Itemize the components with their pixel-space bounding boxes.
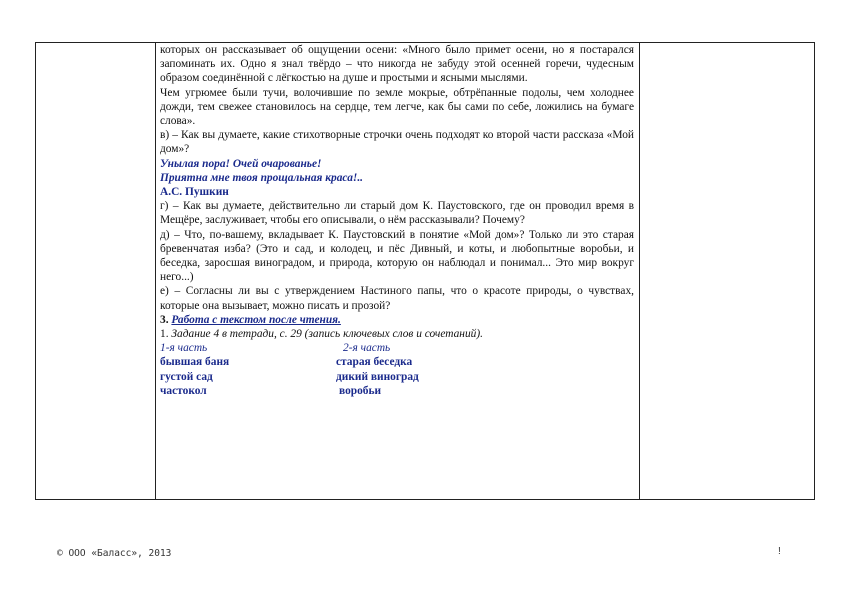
verse-line-2: Приятна мне твоя прощальная краса!.. (160, 171, 364, 184)
word-left: густой сад (160, 370, 213, 383)
word-left: бывшая баня (160, 356, 230, 369)
question-d: д) – Что, по-вашему, вкладывает К. Паустовский в понятие «Мой дом»? Только ли это старая бревенчатая изба? (Это и сад, и колодец, и пёс Дивный, и коты, и любопытные воробьи, и беседка, заросшая виноградом, и природа, которую он наблюдал и понимал... Это мир вокруг него...) (160, 228, 634, 284)
lesson-content-cell (156, 43, 638, 398)
part-2-label: 2-я часть (343, 342, 391, 355)
word-row (160, 384, 634, 398)
word-right: дикий виноград (336, 370, 419, 383)
section-number: 3. (160, 313, 169, 326)
parts-header-row (160, 341, 634, 355)
part-1-label: 1-я часть (160, 342, 208, 355)
quote-paragraph-1: которых он рассказывает об ощущении осени: «Много было примет осени, но я постарался запоминать их. Одно я знал твёрдо – что никогда не забуду этой осенней горечи, чудесным образом соединённой с лёгкостью на душе и простыми и ясными мыслями. (160, 44, 634, 85)
word-row (160, 355, 634, 369)
task-number: 1. (160, 328, 169, 341)
verse-author: А.С. Пушкин (160, 186, 229, 199)
footer-copyright: © ООО «Баласс», 2013 (57, 548, 172, 559)
question-e: е) – Согласны ли вы с утверждением Настиного папы, что о красоте природы, о чувствах, которые она вызывает, можно писать и прозой? (160, 285, 634, 312)
page-number: ! (778, 546, 781, 557)
word-row (160, 370, 634, 384)
section-title: Работа с текстом после чтения. (171, 313, 341, 326)
column-divider-right (639, 43, 640, 499)
word-right: воробьи (339, 384, 382, 397)
lesson-table (35, 42, 815, 500)
word-left: частокол (160, 384, 207, 397)
quote-paragraph-2: Чем угрюмее были тучи, волочившие по земле мокрые, обтрёпанные подолы, чем холоднее дожди, тем свежее становилось на сердце, тем легче, как бы сами по себе, ложились на бумаге слова». (160, 86, 634, 128)
question-g: г) – Как вы думаете, действительно ли старый дом К. Паустовского, где он проводил время в Мещёре, заслуживает, чтобы его описывали, о нём рассказывали? Почему? (160, 200, 634, 227)
task-text: Задание 4 в тетради, с. 29 (запись ключевых слов и сочетаний). (171, 328, 483, 341)
question-v: в) – Как вы думаете, какие стихотворные строчки очень подходят ко второй части рассказа «Мой дом»? (160, 129, 634, 156)
task-line (160, 327, 634, 341)
word-right: старая беседка (336, 356, 413, 369)
section-heading (160, 313, 634, 327)
verse-line-1: Унылая пора! Очей очарованье! (160, 157, 322, 170)
